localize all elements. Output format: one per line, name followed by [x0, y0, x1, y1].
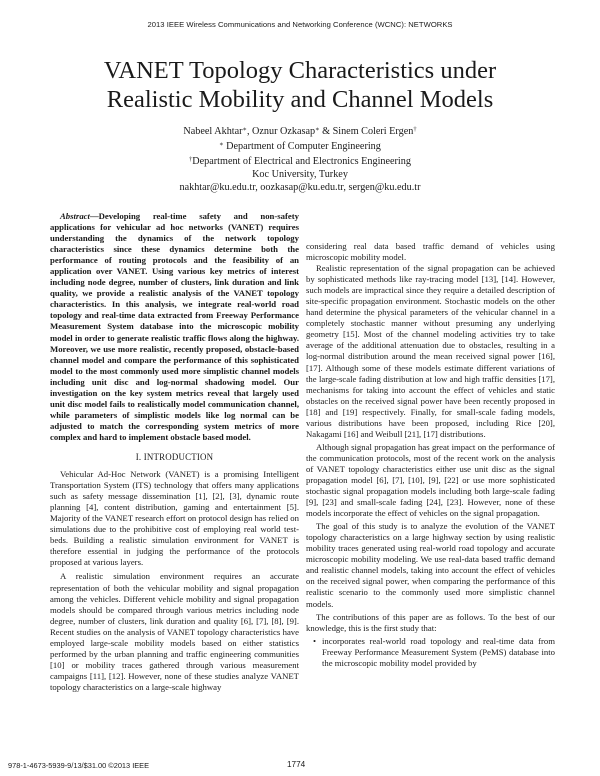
affiliation-2-text: Department of Electrical and Electronics Engineering — [192, 156, 411, 167]
affiliation-1 — [0, 138, 600, 153]
abstract-text: —Developing real-time safety and non-safety applications for vehicular ad hoc networks (VANET) requires understanding the dynamics of the network topology characteristics since these dynamics determine both the performance of routing protocols and the feasibility of an application over VANET. Using various key metrics of interest including node degree, number of clusters, link duration and link quality, we provide a realistic analysis of the VANET topology characteristics. In this analysis, we integrate real-world road topology and real-time data extracted from Freeway Performance Measurement System database into the microscopic mobility model in order to generate realistic traffic flows along the highway. Moreover, we use more realistic, recently proposed, obstacle-based channel model and compare the performance of this sophisticated model to the most commonly used more simplistic channel models including unit disc and log-normal shadowing model. Our investigation on the key system metrics reveal that largely used unit disc model fails to realistically model communication channel, while parameters of simplistic models like log normal can be adjusted to match the corresponding system metrics of more complex and hard to implement obstacle based model. — [50, 211, 299, 442]
list-item: • incorporates real-world road topology and real-time data from Freeway Performance Measurement System (PeMS) database into the microscopic mobility model provided by — [322, 636, 555, 669]
author-name-2: , Oznur Ozkasap — [246, 126, 316, 137]
left-column — [50, 211, 299, 693]
conference-header: 2013 IEEE Wireless Communications and Networking Conference (WCNC): NETWORKS — [147, 20, 453, 29]
author-names — [0, 123, 600, 138]
author-name-1: Nabeel Akhtar — [183, 126, 243, 137]
right-paragraph-1: Realistic representation of the signal propagation can be achieved by sophisticated methods like ray-tracing model [13], [14]. However, such models are impractical since they require a detailed description of site-specific propagation environment. Stochastic models on the other hand determine the physical parameters of the vehicular channel in a completely stochastic manner without presuming any underlying geometry [15]. Most of the channel modeling activities try to take average of the additional attenuation due to obstacles, resulting in a log-normal distribution around the mean received signal power [16], [17]. Although some of these models estimate different variations of the large-scale fading distribution at low and high traffic densities [17], mechanisms for taking into account the effect of vehicles and static obstacles on the received signal power have been recently proposed in [18] and [19] respectively. Finally, for small-scale fading models, various distributions have been proposed, including Rice [20], Nakagami [16] and Weibull [21], [17] distributions. — [306, 263, 555, 439]
title-line-2: Realistic Mobility and Channel Models — [106, 86, 494, 113]
page-number: 1774 — [287, 760, 306, 769]
author-mark-2: ∗ — [315, 126, 320, 133]
affiliation-2 — [0, 153, 600, 168]
author-block — [0, 123, 600, 194]
paper-title — [40, 56, 560, 114]
affiliation-mark-1: ∗ — [219, 141, 224, 148]
author-emails: nakhtar@ku.edu.tr, oozkasap@ku.edu.tr, sergen@ku.edu.tr — [179, 182, 421, 193]
footer-copyright: 978-1-4673-5939-9/13/$31.00 ©2013 IEEE — [8, 761, 150, 770]
author-mark-1: ∗ — [242, 126, 247, 133]
right-paragraph-0: considering real data based traffic demand of vehicles using microscopic mobility model. — [306, 241, 555, 263]
right-paragraph-4: The contributions of this paper are as follows. To the best of our knowledge, this is the first study that: — [306, 611, 555, 633]
author-mark-3: † — [413, 126, 417, 133]
abstract-label: Abstract — [60, 211, 90, 221]
section-heading-introduction — [50, 452, 299, 463]
section-heading-rest: NTRODUCTION — [146, 451, 214, 462]
contribution-list — [306, 636, 555, 669]
intro-paragraph-2: A realistic simulation environment requires an accurate representation of both the vehicular mobility and signal propagation among the vehicles. Different vehicle mobility and signal propagation models should be compared through various metrics including node degree, number of clusters, link duration and quality [6], [7], [8], [9]. Recent studies on the analysis of VANET topology characteristics have employed large-scale mobility models based on either statistics performed by the urban planning and traffic engineering communities [10] or mobility traces gathered through various measurement campaigns [11], [12]. However, none of these studies analyze VANET topology characteristics on a large-scale highway — [50, 571, 299, 692]
right-paragraph-2: Although signal propagation has great impact on the performance of the communication protocols, most of the recent work on the analysis of VANET topology characteristics either use unit disc as the signal propagation model [6], [7], [10], [9], [22] or use more sophisticated stochastic signal propagation models including both large-scale fading [9], [23] and small-scale fading [24], [23]. However, none of these models incorporate the effect of vehicles on the signal propagation. — [306, 441, 555, 519]
abstract — [50, 211, 299, 443]
affiliation-1-text: Department of Computer Engineering — [223, 141, 381, 152]
intro-paragraph-1: Vehicular Ad-Hoc Network (VANET) is a promising Intelligent Transportation System (ITS) technology that offers many applications such as safety message dissemination [1], [2], [3], dynamic route planning [4], content distribution, gaming and entertainment [5]. Majority of the VANET research effort on protocol design has relied on simulations due to the prohibitive cost of employing real world test-beds. Building a realistic simulation environment for VANET is therefore essential in judging the performance of the protocols proposed at various layers. — [50, 469, 299, 568]
affiliation-3: Koc University, Turkey — [252, 169, 348, 180]
title-line-1: VANET Topology Characteristics under — [103, 57, 497, 84]
author-name-3: & Sinem Coleri Ergen — [319, 126, 414, 137]
affiliation-mark-2: † — [189, 156, 193, 163]
section-heading-initial: I — [143, 451, 147, 462]
section-number: I. — [135, 451, 144, 462]
right-column — [306, 241, 555, 669]
right-paragraph-3: The goal of this study is to analyze the evolution of the VANET topology characteristics on a large highway section by using realistic mobility traces generated using real-world road topology and accurate microscopic mobility modeling. We use real-data based traffic demand and realistic channel models, taking into account the effect of vehicles on the received signal power, when comparing the performance of this realistic scenario to the commonly used more simplistic channel models. — [306, 521, 555, 609]
